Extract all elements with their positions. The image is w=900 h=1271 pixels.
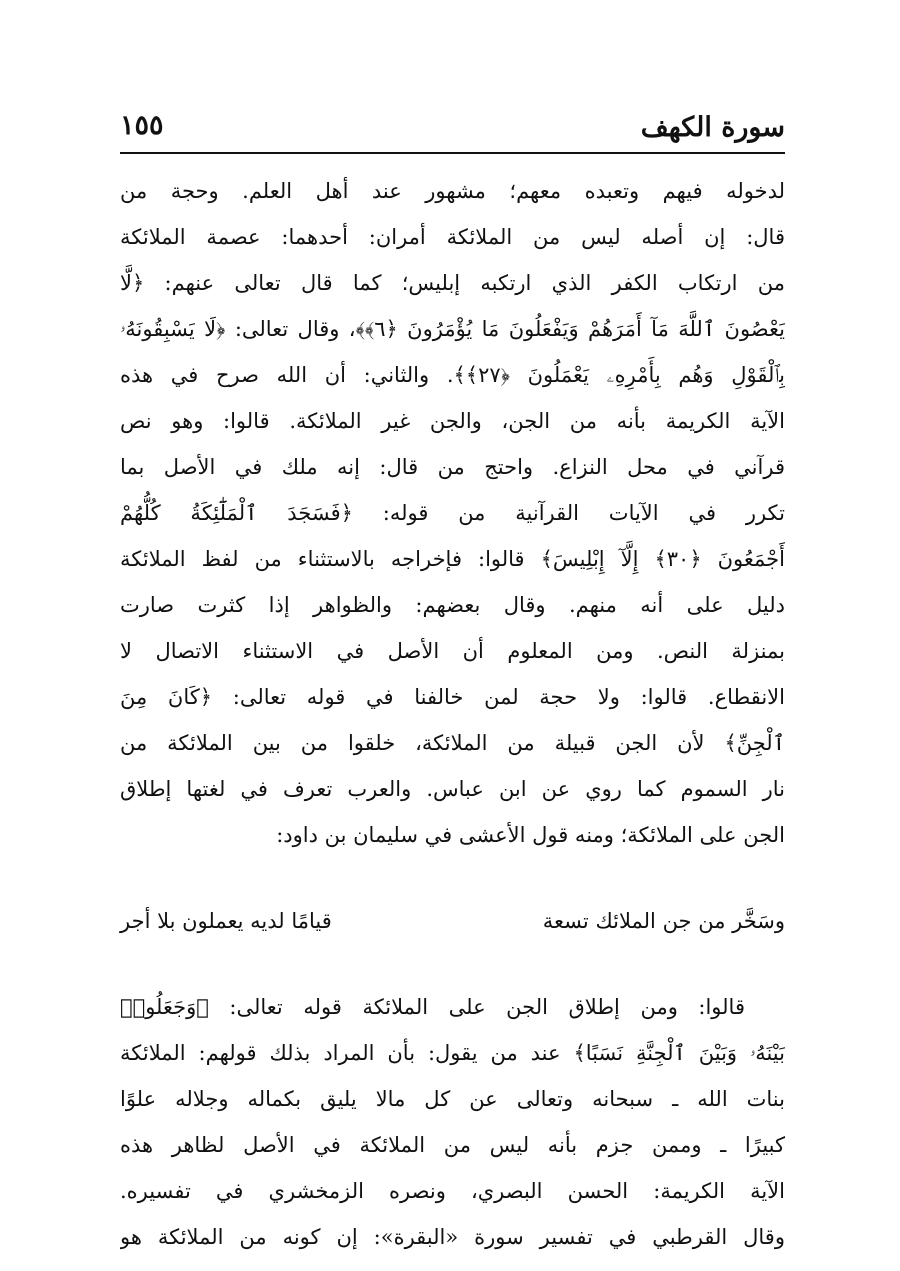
text-line: الانقطاع. قالوا: ولا حجة لمن خالفنا في قوله تعالى: ﴿كَانَ مِنَ — [120, 685, 785, 709]
text-line: نار السموم كما روي عن ابن عباس. والعرب تعرف في لغتها إطلاق — [120, 777, 785, 801]
surah-title: سورة الكهف — [640, 112, 785, 143]
text-line: أَجْمَعُونَ ﴿٣٠﴾ إِلَّآ إِبْلِيسَ﴾ قالوا: فإخراجه بالاستثناء من لفظ الملائكة — [120, 547, 785, 571]
page-number: ١٥٥ — [120, 110, 164, 141]
text-line: كبيرًا ـ وممن جزم بأنه ليس من الملائكة في الأصل لظاهر هذه — [120, 1133, 785, 1157]
text-line: لدخوله فيهم وتعبده معهم؛ مشهور عند أهل العلم. وحجة من — [120, 179, 785, 203]
page-body — [120, 168, 785, 1260]
paragraph-1 — [120, 168, 785, 858]
text-line: بمنزلة النص. ومن المعلوم أن الأصل في الاستثناء الاتصال لا — [120, 639, 785, 663]
text-line: قرآني في محل النزاع. واحتج من قال: إنه ملك في الأصل بما — [120, 455, 785, 479]
spacer — [120, 858, 785, 898]
text-line: وقال القرطبي في تفسير سورة «البقرة»: إن كونه من الملائكة هو — [120, 1225, 785, 1249]
page-header — [120, 108, 785, 148]
poem-verse — [120, 898, 785, 944]
text-line: ٱلْجِنِّ﴾ لأن الجن قبيلة من الملائكة، خلقوا من بين الملائكة من — [120, 731, 785, 755]
text-line: قالوا: ومن إطلاق الجن على الملائكة قوله تعالى: ﴿وَجَعَلُوا۟ — [120, 995, 745, 1019]
text-line: قال: إن أصله ليس من الملائكة أمران: أحدهما: عصمة الملائكة — [120, 225, 785, 249]
header-divider — [120, 152, 785, 154]
text-line: بنات الله ـ سبحانه وتعالى عن كل مالا يليق بكماله وجلاله علوًا — [120, 1087, 785, 1111]
text-line: تكرر في الآيات القرآنية من قوله: ﴿فَسَجَدَ ٱلْمَلَٰٓئِكَةُ كُلُّهُمْ — [120, 501, 785, 525]
text-line: دليل على أنه منهم. وقال بعضهم: والظواهر إذا كثرت صارت — [120, 593, 785, 617]
text-line: يَعْصُونَ ٱللَّهَ مَآ أَمَرَهُمْ وَيَفْعَلُونَ مَا يُؤْمَرُونَ ﴿٦﴾﴾، وقال تعالى: ﴿لَا يَسْبِقُونَهُۥ — [120, 317, 785, 341]
spacer — [120, 944, 785, 984]
text-line: من ارتكاب الكفر الذي ارتكبه إبليس؛ كما قال تعالى عنهم: ﴿لَّا — [120, 271, 785, 295]
text-line: الجن على الملائكة؛ ومنه قول الأعشى في سليمان بن داود: — [276, 823, 785, 847]
text-line: الآية الكريمة: الحسن البصري، ونصره الزمخشري في تفسيره. — [120, 1179, 785, 1203]
paragraph-2 — [120, 984, 785, 1260]
poem-second-hemistich: قيامًا لديه يعملون بلا أجر — [120, 909, 332, 933]
poem-first-hemistich: وسَخَّر من جن الملائك تسعة — [542, 909, 785, 933]
text-line: بِٱلْقَوْلِ وَهُم بِأَمْرِهِۦ يَعْمَلُونَ ﴿٢٧﴾﴾. والثاني: أن الله صرح في هذه — [120, 363, 785, 387]
text-line: بَيْنَهُۥ وَبَيْنَ ٱلْجِنَّةِ نَسَبًا﴾ عند من يقول: بأن المراد بذلك قولهم: الملائكة — [120, 1041, 785, 1065]
text-line: الآية الكريمة بأنه من الجن، والجن غير الملائكة. قالوا: وهو نص — [120, 409, 785, 433]
